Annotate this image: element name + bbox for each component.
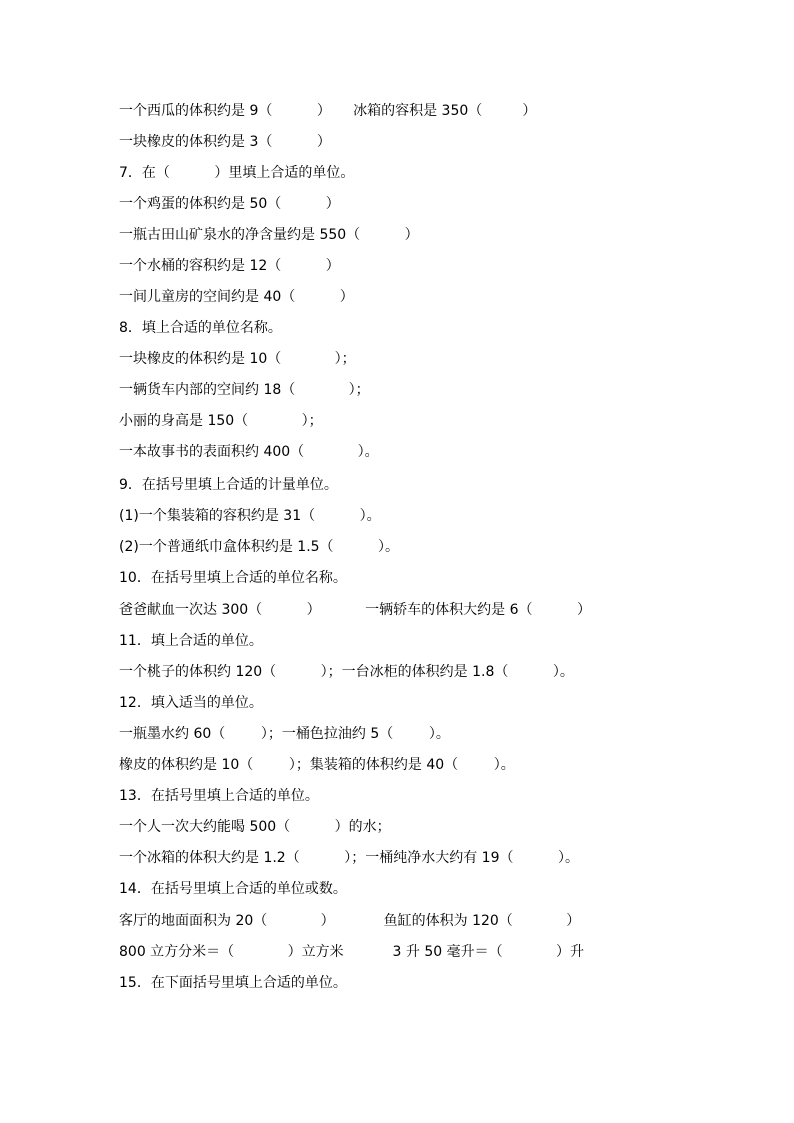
question-line: 爸爸献血一次达 300（ ） 一辆轿车的体积大约是 6（ ） (119, 602, 592, 618)
question-line: 一个人一次大约能喝 500（ ）的水； (119, 819, 391, 835)
question-heading: 13．在括号里填上合适的单位。 (119, 788, 319, 804)
question-heading: 12．填入适当的单位。 (119, 695, 263, 711)
question-line: 客厅的地面面积为 20（ ） 鱼缸的体积为 120（ ） (119, 913, 581, 929)
question-line: 一本故事书的表面积约 400（ ）。 (119, 444, 379, 460)
question-heading: 9．在括号里填上合适的计量单位。 (119, 477, 338, 493)
question-line: 一个水桶的容积约是 12（ ） (119, 258, 340, 274)
question-line: (1)一个集装箱的容积约是 31（ ）。 (119, 508, 381, 524)
question-line: 小丽的身高是 150（ ）； (119, 413, 323, 429)
question-line: 一辆货车内部的空间约 18（ ）； (119, 382, 370, 398)
question-heading: 14．在括号里填上合适的单位或数。 (119, 881, 347, 897)
question-line: 一间儿童房的空间约是 40（ ） (119, 289, 354, 305)
question-heading: 15．在下面括号里填上合适的单位。 (119, 975, 347, 991)
question-heading: 11．填上合适的单位。 (119, 633, 263, 649)
question-line: 一个桃子的体积约 120（ ）；一台冰柜的体积约是 1.8（ ）。 (119, 664, 574, 680)
question-heading: 7．在（ ）里填上合适的单位。 (119, 165, 355, 181)
question-line: (2)一个普通纸巾盒体积约是 1.5（ ）。 (119, 539, 400, 555)
question-line: 一个西瓜的体积约是 9（ ） 冰箱的容积是 350（ ） (119, 103, 537, 119)
question-line: 一块橡皮的体积约是 10（ ）； (119, 351, 356, 367)
question-line: 一个鸡蛋的体积约是 50（ ） (119, 196, 340, 212)
question-line: 一瓶墨水约 60（ ）；一桶色拉油约 5（ ）。 (119, 726, 450, 742)
question-heading: 8．填上合适的单位名称。 (119, 320, 282, 336)
question-line: 一块橡皮的体积约是 3（ ） (119, 134, 331, 150)
question-line: 橡皮的体积约是 10（ ）；集装箱的体积约是 40（ ）。 (119, 757, 515, 773)
question-line: 一瓶古田山矿泉水的净含量约是 550（ ） (119, 227, 419, 243)
question-heading: 10．在括号里填上合适的单位名称。 (119, 570, 347, 586)
question-line: 800 立方分米＝（ ）立方米 3 升 50 毫升＝（ ）升 (119, 944, 584, 960)
question-line: 一个冰箱的体积大约是 1.2（ ）；一桶纯净水大约有 19（ ）。 (119, 850, 579, 866)
